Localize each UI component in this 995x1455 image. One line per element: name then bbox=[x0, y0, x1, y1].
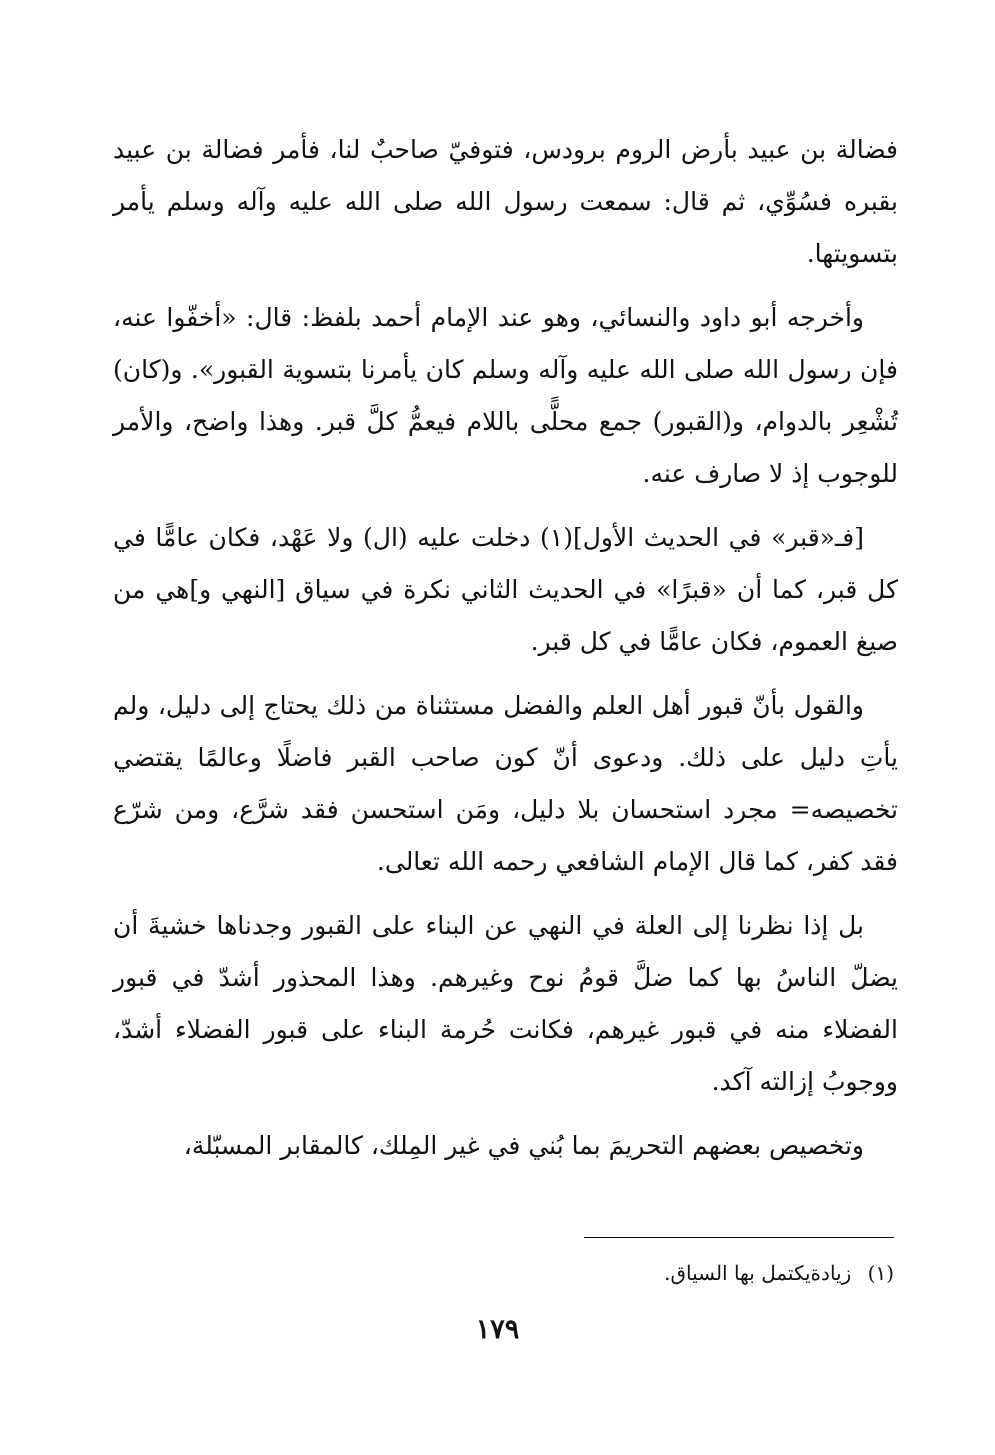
footnote bbox=[294, 1258, 894, 1288]
paragraph-3: [فـ«قبر» في الحديث الأول](١) دخلت عليه (ال) ولا عَهْد، فكان عامًّا في كل قبر، كما أن «قبرًا» في الحديث الثاني نكرة في سياق [النهي و]هي من صيغ العموم، فكان عامًّا في كل قبر. bbox=[113, 523, 898, 656]
paragraph-1: فضالة بن عبيد بأرض الروم برودس، فتوفيّ صاحبٌ لنا، فأمر فضالة بن عبيد بقبره فسُوِّي، ثم قال: سمعت رسول الله صلى الله عليه وآله وسلم يأمر بتسويتها. bbox=[113, 135, 898, 268]
page-number: ١٧٩ bbox=[475, 1314, 520, 1345]
paragraph-5: بل إذا نظرنا إلى العلة في النهي عن البناء على القبور وجدناها خشيةَ أن يضلّ الناسُ بها كما ضلَّ قومُ نوح وغيرهم. وهذا المحذور أشدّ في قبور الفضلاء منه في قبور غيرهم، فكانت حُرمة البناء على قبور الفضلاء أشدّ، ووجوبُ إزالته آكد. bbox=[113, 911, 898, 1096]
footnote-text: زيادةيكتمل بها السياق. bbox=[664, 1261, 852, 1285]
paragraph-4: والقول بأنّ قبور أهل العلم والفضل مستثناة من ذلك يحتاج إلى دليل، ولم يأتِ دليل على ذلك. ودعوى أنّ كون صاحب القبر فاضلًا وعالمًا يقتضي تخصيصه= مجرد استحسان بلا دليل، ومَن استحسن فقد شرَّع، ومن شرّع فقد كفر، كما قال الإمام الشافعي رحمه الله تعالى. bbox=[113, 691, 898, 876]
paragraph-6: وتخصيص بعضهم التحريمَ بما بُني في غير المِلك، كالمقابر المسبّلة، bbox=[183, 1131, 864, 1160]
main-text bbox=[113, 124, 898, 1184]
footnote-number: (١) bbox=[867, 1261, 894, 1285]
paragraph-2: وأخرجه أبو داود والنسائي، وهو عند الإمام أحمد بلفظ: قال: «أخفّوا عنه، فإن رسول الله صلى الله عليه وآله وسلم كان يأمرنا بتسوية القبور». و(كان) تُشْعِر بالدوام، و(القبور) جمع محلًّى باللام فيعمُّ كلَّ قبر. وهذا واضح، والأمر للوجوب إذ لا صارف عنه. bbox=[113, 303, 898, 488]
footnote-divider bbox=[584, 1237, 894, 1238]
